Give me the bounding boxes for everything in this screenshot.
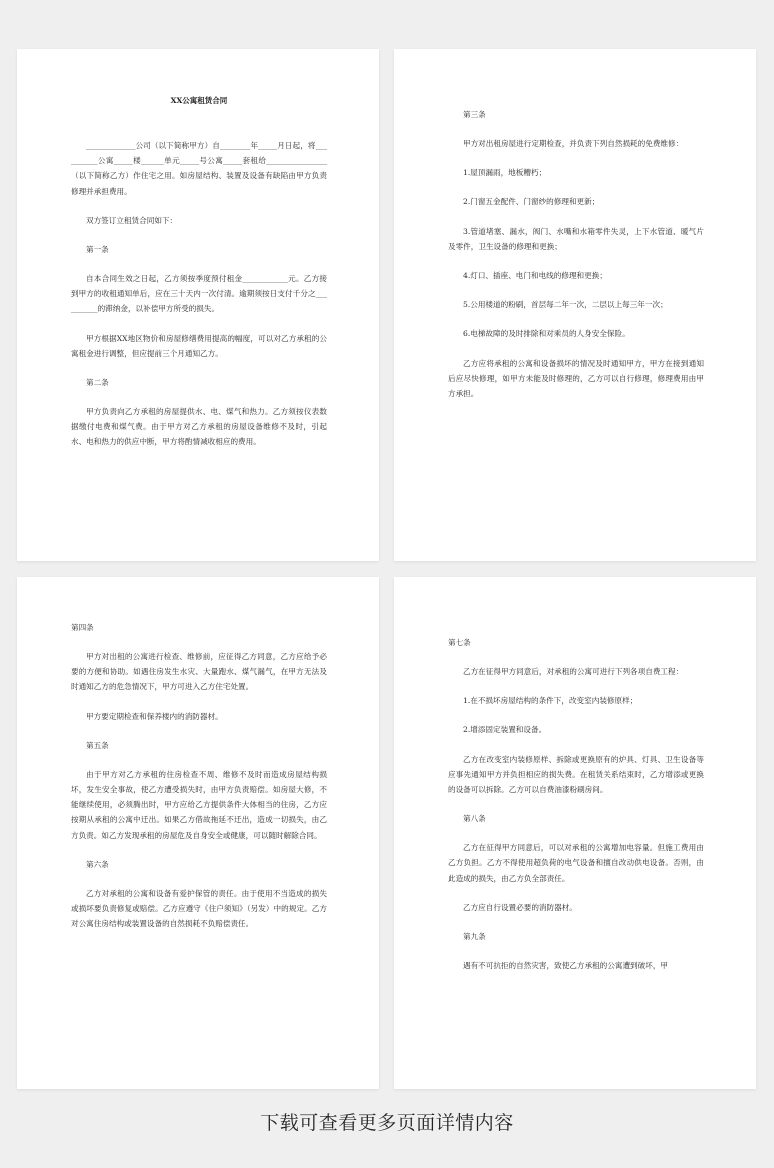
clause-paragraph: 甲方对出租的公寓进行检查、维修前，应征得乙方同意，乙方应给予必要的方便和协助。如遇住房发生水灾、大量跑水、煤气漏气，在甲方无法及时通知乙方的危急情况下，甲方可进入乙方住宅处置。 (71, 652, 327, 692)
clause-paragraph: 乙方在征得甲方同意后，可以对承租的公寓增加电容量。但施工费用由乙方负担。乙方不得使用超负荷的电气设备和擅自改动供电设备。否则，由此造成的损失，由乙方负全部责任。 (448, 843, 704, 883)
clause-paragraph: 2.增添固定装置和设备。 (463, 725, 547, 735)
clause-paragraph: 双方签订立租赁合同如下： (86, 215, 178, 225)
document-page-2 (394, 49, 756, 561)
clause-paragraph: 4.灯口、插座、电门和电线的修理和更换； (463, 271, 607, 281)
clause-paragraph: 2.门窗五金配件、门窗纱的修理和更新； (463, 197, 600, 207)
clause-paragraph: 乙方在改变室内装修原样、拆除或更换原有的炉具、灯具、卫生设备等应事先通知甲方并负担相应的损失费。在租赁关系结束时，乙方增添或更换的设备可以拆除。乙方可以自费油漆粉刷房间。 (448, 754, 704, 795)
clause-paragraph: 甲方要定期检查和保养楼内的消防器材。 (86, 711, 223, 721)
article-heading: 第七条 (448, 638, 471, 647)
clause-paragraph: 由于甲方对乙方承租的住房检查不周、维修不及时而造成房屋结构损坏，发生安全事故，使乙方遭受损失时，由甲方负责赔偿。如房屋大修，不能继续使用，必须腾出时，甲方应给乙方提供条件大体相当的住房，乙方应按期从承租的公寓中迁出。如果乙方借故拖延不迁出，造成一切损失，由乙方负责。如乙方发现承租的房屋危及自身安全或健康，可以随时解除合同。 (71, 769, 327, 840)
article-heading: 第三条 (463, 110, 486, 119)
clause-paragraph: 乙方应将承租的公寓和设备损坏的情况及时通知甲方，甲方在接到通知后应尽快修理，如甲方未能及时修理的，乙方可以自行修理，修理费用由甲方承担。 (448, 358, 704, 399)
article-heading: 第五条 (86, 740, 109, 750)
clause-paragraph: 乙方在征得甲方同意后，对承租的公寓可进行下列各项自费工程： (463, 667, 684, 676)
page-3-content (17, 577, 379, 931)
page-1-content (17, 49, 379, 450)
article-heading: 第二条 (86, 378, 109, 388)
clause-paragraph: _____________公司（以下简称甲方）自________年_____月日起，将__________公寓_____楼______单元_____号公寓_____套租给________________（以下简称乙方）作住宅之用。如房屋结构、装置及设备有缺陷由甲方负责修理并承担费用。 (71, 141, 327, 196)
clause-paragraph: 3.管道堵塞、漏水，阀门、水嘴和水箱零件失灵，上下水管道、暖气片及零件，卫生设备的修理和更换； (448, 226, 704, 251)
clause-paragraph: 甲方负责向乙方承租的房屋提供水、电、煤气和热力。乙方须按仪表数据缴付电费和煤气费。由于甲方对乙方承租的房屋设备维修不及时，引起水、电和热力的供应中断，甲方将酌情减收相应的费用。 (71, 407, 327, 447)
clause-paragraph: 5.公用楼道的粉刷，首层每二年一次，二层以上每三年一次； (463, 300, 668, 310)
contract-title: XX公寓租赁合同 (170, 96, 228, 105)
download-more-banner[interactable]: 下载可查看更多页面详情内容 (260, 1112, 514, 1134)
document-page-3 (17, 577, 379, 1089)
page-4-content (394, 577, 756, 973)
article-heading: 第八条 (463, 814, 486, 824)
document-page-4 (394, 577, 756, 1089)
article-heading: 第六条 (86, 859, 109, 869)
clause-paragraph: 乙方应自行设置必要的消防器材。 (463, 902, 577, 912)
clause-paragraph: 遇有不可抗拒的自然灾害，致使乙方承租的公寓遭到破坏，甲 (463, 961, 669, 971)
article-heading: 第九条 (463, 932, 486, 942)
clause-paragraph: 1.在不损坏房屋结构的条件下，改变室内装修原样； (463, 696, 638, 706)
clause-paragraph: 甲方对出租房屋进行定期检查，并负责下列自然损耗的免费维修： (463, 139, 684, 148)
article-heading: 第一条 (86, 245, 109, 255)
document-page-1 (17, 49, 379, 561)
clause-paragraph: 1.屋顶漏雨，地板糟朽； (463, 168, 547, 178)
clause-paragraph: 甲方根据XX地区物价和房屋修缮费用提高的幅度，可以对乙方承租的公寓租金进行调整，但应提前三个月通知乙方。 (71, 333, 327, 358)
page-2-content (394, 49, 756, 401)
clause-paragraph: 自本合同生效之日起，乙方须按季度预付租金____________元。乙方接到甲方的收租通知单后，应在三十天内一次付清。逾期须按日支付千分之__________的滞纳金，以补偿甲方所受的损失。 (71, 274, 327, 314)
clause-paragraph: 6.电梯故障的及时排除和对乘员的人身安全保险。 (463, 329, 630, 339)
clause-paragraph: 乙方对承租的公寓和设备有爱护保管的责任。由于使用不当造成的损失或损坏要负责修复或赔偿。乙方应遵守《住户须知》（另发）中的规定。乙方对公寓住房结构或装置设备的自然损耗不负赔偿责任。 (71, 888, 327, 929)
article-heading: 第四条 (71, 623, 94, 632)
